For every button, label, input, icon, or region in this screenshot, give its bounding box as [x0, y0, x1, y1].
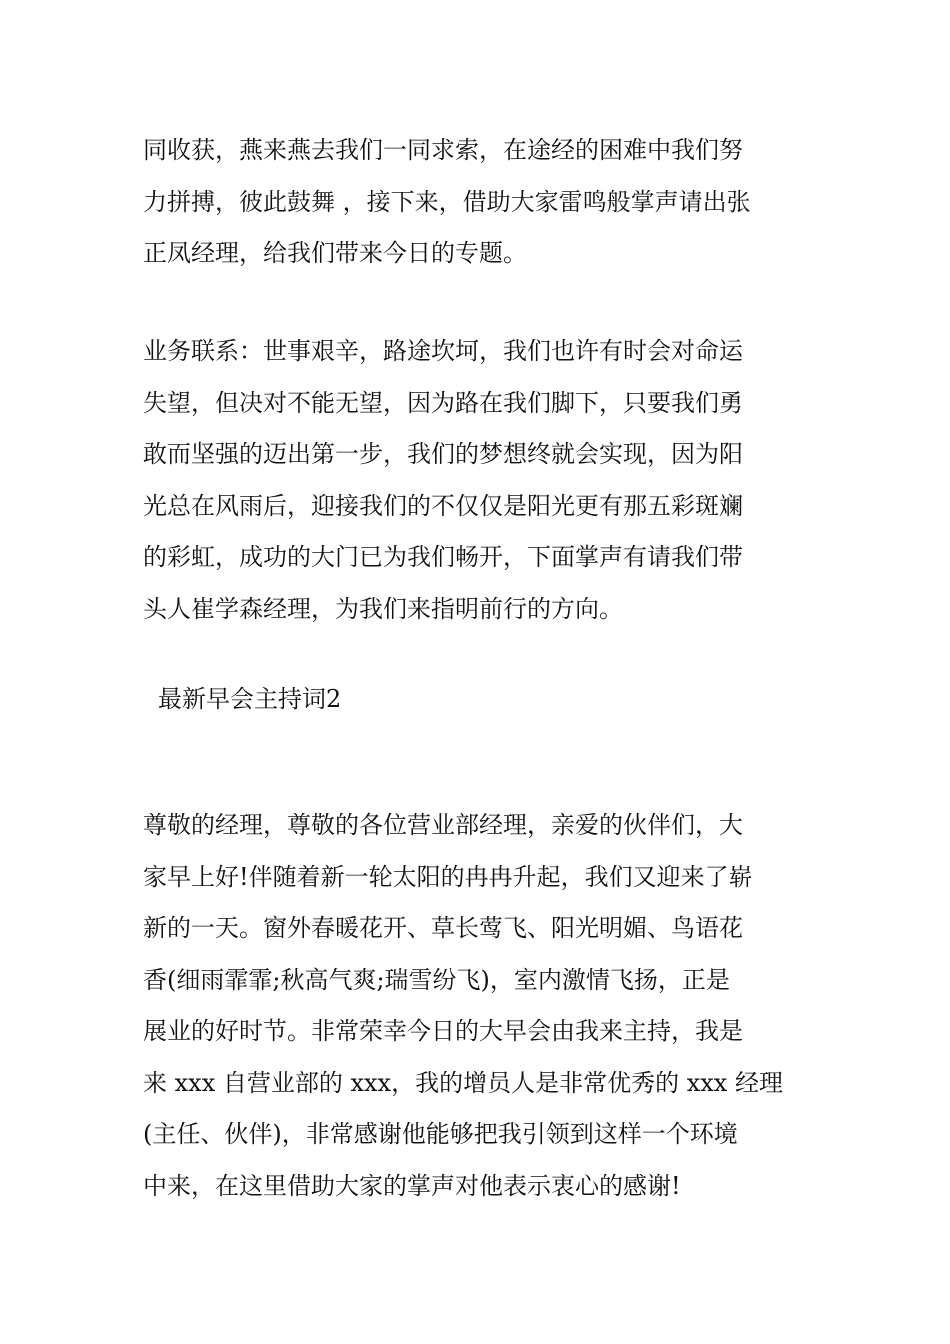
paragraph-line: 的彩虹，成功的大门已为我们畅开，下面掌声有请我们带 — [143, 543, 743, 571]
paragraph-line: 头人崔学森经理，为我们来指明前行的方向。 — [143, 594, 623, 623]
paragraph-line: 失望，但决对不能无望，因为路在我们脚下，只要我们勇 — [143, 388, 743, 417]
paragraph-business-contact — [143, 326, 823, 635]
paragraph-line: 业务联系：世事艰辛，路途坎坷，我们也许有时会对命运 — [143, 337, 743, 365]
paragraph-line: 家早上好!伴随着新一轮太阳的冉冉升起，我们又迎来了崭 — [143, 862, 753, 891]
paragraph-line: 中来，在这里借助大家的掌声对他表示衷心的感谢! — [143, 1171, 681, 1200]
paragraph-intro-closing — [143, 125, 823, 280]
paragraph-line: 敢而坚强的迈出第一步，我们的梦想终就会实现，因为阳 — [143, 440, 743, 468]
paragraph-line: 正凤经理，给我们带来今日的专题。 — [143, 239, 527, 267]
paragraph-line: 光总在风雨后，迎接我们的不仅仅是阳光更有那五彩斑斓 — [143, 491, 743, 520]
paragraph-line: 新的一天。窗外春暖花开、草长莺飞、阳光明媚、鸟语花 — [143, 914, 743, 942]
paragraph-line: 同收获，燕来燕去我们一同求索，在途经的困难中我们努 — [143, 136, 743, 164]
paragraph-greeting — [143, 800, 823, 1212]
paragraph-line: 来 xxx 自营业部的 xxx，我的增员人是非常优秀的 xxx 经理 — [143, 1068, 783, 1097]
paragraph-line: 展业的好时节。非常荣幸今日的大早会由我来主持，我是 — [143, 1017, 743, 1045]
paragraph-line: (主任、伙伴)，非常感谢他能够把我引领到这样一个环境 — [143, 1120, 738, 1148]
paragraph-line: 尊敬的经理，尊敬的各位营业部经理，亲爱的伙伴们，大 — [143, 811, 743, 839]
section-heading: 最新早会主持词2 — [158, 685, 342, 713]
paragraph-line: 力拼搏，彼此鼓舞 ，接下来，借助大家雷鸣般掌声请出张 — [143, 187, 751, 216]
paragraph-line: 香(细雨霏霏;秋高气爽;瑞雪纷飞)，室内激情飞扬，正是 — [143, 965, 730, 994]
